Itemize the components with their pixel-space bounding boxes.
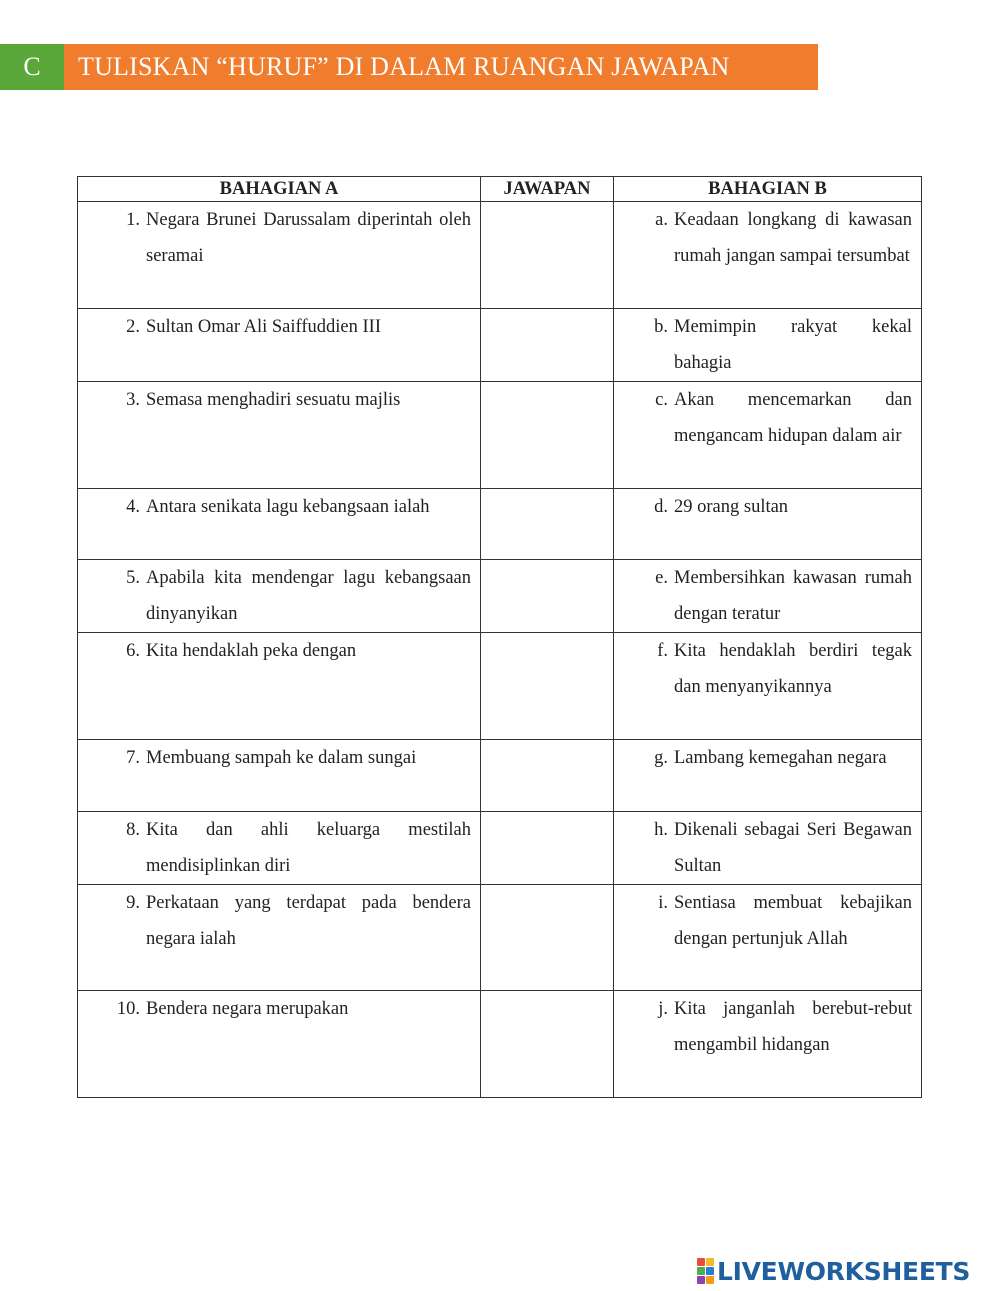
bahagian-a-item [78, 991, 480, 1028]
item-number: 8. [126, 820, 140, 840]
option-text: Lambang kemegahan negara [674, 748, 887, 768]
option-text: Membersihkan kawasan rumah dengan teratur [674, 568, 912, 624]
bahagian-b-cell [614, 812, 922, 885]
answer-box[interactable] [481, 991, 614, 1098]
bahagian-a-item [78, 560, 480, 632]
bahagian-a-cell [78, 740, 481, 812]
item-text: Perkataan yang terdapat pada bendera negara ialah [146, 893, 471, 949]
bahagian-b-item [614, 202, 921, 274]
bahagian-b-cell [614, 991, 922, 1098]
item-number: 2. [126, 317, 140, 337]
option-text: Akan mencemarkan dan mengancam hidupan dalam air [674, 390, 912, 446]
bahagian-b-item [614, 885, 921, 957]
logo-blocks-icon [697, 1258, 714, 1284]
table-row [78, 560, 922, 633]
option-text: Kita hendaklah berdiri tegak dan menyanyikannya [674, 641, 912, 697]
option-text: 29 orang sultan [674, 497, 789, 517]
bahagian-a-cell [78, 812, 481, 885]
answer-box[interactable] [481, 382, 614, 489]
answer-box[interactable] [481, 633, 614, 740]
item-text: Membuang sampah ke dalam sungai [146, 748, 417, 768]
option-letter: c. [655, 390, 668, 410]
option-text: Memimpin rakyat kekal bahagia [674, 317, 912, 373]
bahagian-a-item [78, 885, 480, 957]
table-row [78, 740, 922, 812]
table-row [78, 633, 922, 740]
table-row [78, 812, 922, 885]
bahagian-a-item [78, 740, 480, 777]
item-number: 10. [116, 999, 140, 1019]
section-letter: C [0, 44, 64, 90]
bahagian-b-cell [614, 560, 922, 633]
bahagian-a-cell [78, 560, 481, 633]
bahagian-a-cell [78, 309, 481, 382]
item-number: 4. [126, 497, 140, 517]
item-number: 7. [126, 748, 140, 768]
item-number: 5. [126, 568, 140, 588]
matching-table [77, 176, 922, 1098]
bahagian-b-cell [614, 633, 922, 740]
header-jawapan: JAWAPAN [481, 177, 614, 202]
item-text: Antara senikata lagu kebangsaan ialah [146, 497, 430, 517]
table-row [78, 489, 922, 560]
item-text: Kita dan ahli keluarga mestilah mendisiplinkan diri [146, 820, 471, 876]
option-letter: h. [654, 820, 668, 840]
option-letter: a. [655, 210, 668, 230]
answer-box[interactable] [481, 202, 614, 309]
bahagian-a-cell [78, 885, 481, 991]
table-row [78, 991, 922, 1098]
option-text: Sentiasa membuat kebajikan dengan pertunjuk Allah [674, 893, 912, 949]
item-number: 3. [126, 390, 140, 410]
item-number: 1. [126, 210, 140, 230]
answer-box[interactable] [481, 489, 614, 560]
bahagian-b-cell [614, 202, 922, 309]
option-letter: d. [654, 497, 668, 517]
option-text: Kita janganlah berebut-rebut mengambil hidangan [674, 999, 912, 1055]
header-bahagian-b: BAHAGIAN B [614, 177, 922, 202]
bahagian-b-cell [614, 382, 922, 489]
item-number: 6. [126, 641, 140, 661]
table-row [78, 202, 922, 309]
answer-box[interactable] [481, 812, 614, 885]
item-text: Apabila kita mendengar lagu kebangsaan dinyanyikan [146, 568, 471, 624]
item-text: Sultan Omar Ali Saiffuddien III [146, 317, 381, 337]
liveworksheets-logo [697, 1258, 970, 1284]
bahagian-a-cell [78, 633, 481, 740]
bahagian-b-cell [614, 309, 922, 382]
option-text: Keadaan longkang di kawasan rumah jangan sampai tersumbat [674, 210, 912, 266]
bahagian-a-item [78, 309, 480, 346]
answer-box[interactable] [481, 309, 614, 382]
answer-box[interactable] [481, 885, 614, 991]
bahagian-a-cell [78, 489, 481, 560]
bahagian-a-cell [78, 991, 481, 1098]
bahagian-a-item [78, 812, 480, 884]
bahagian-b-item [614, 633, 921, 705]
table-row [78, 309, 922, 382]
item-text: Kita hendaklah peka dengan [146, 641, 357, 661]
logo-text: LIVEWORKSHEETS [717, 1256, 971, 1286]
bahagian-b-item [614, 309, 921, 381]
bahagian-a-cell [78, 382, 481, 489]
item-text: Semasa menghadiri sesuatu majlis [146, 390, 401, 410]
option-text: Dikenali sebagai Seri Begawan Sultan [674, 820, 912, 876]
bahagian-b-item [614, 991, 921, 1063]
table-row [78, 885, 922, 991]
bahagian-b-item [614, 382, 921, 454]
option-letter: g. [654, 748, 668, 768]
table-header-row [78, 177, 922, 202]
bahagian-a-item [78, 382, 480, 419]
answer-box[interactable] [481, 560, 614, 633]
answer-box[interactable] [481, 740, 614, 812]
bahagian-b-cell [614, 740, 922, 812]
section-header [0, 44, 818, 90]
bahagian-a-item [78, 202, 480, 274]
item-number: 9. [126, 893, 140, 913]
option-letter: j. [658, 999, 668, 1019]
bahagian-a-cell [78, 202, 481, 309]
table-row [78, 382, 922, 489]
bahagian-b-cell [614, 489, 922, 560]
option-letter: b. [654, 317, 668, 337]
bahagian-a-item [78, 633, 480, 670]
bahagian-b-item [614, 740, 921, 777]
bahagian-b-item [614, 560, 921, 632]
item-text: Negara Brunei Darussalam diperintah oleh seramai [146, 210, 471, 266]
section-title: TULISKAN “HURUF” DI DALAM RUANGAN JAWAPAN [64, 44, 818, 90]
bahagian-a-item [78, 489, 480, 526]
option-letter: f. [657, 641, 668, 661]
bahagian-b-item [614, 489, 921, 526]
option-letter: i. [658, 893, 668, 913]
bahagian-b-cell [614, 885, 922, 991]
header-bahagian-a: BAHAGIAN A [78, 177, 481, 202]
bahagian-b-item [614, 812, 921, 884]
option-letter: e. [655, 568, 668, 588]
item-text: Bendera negara merupakan [146, 999, 349, 1019]
